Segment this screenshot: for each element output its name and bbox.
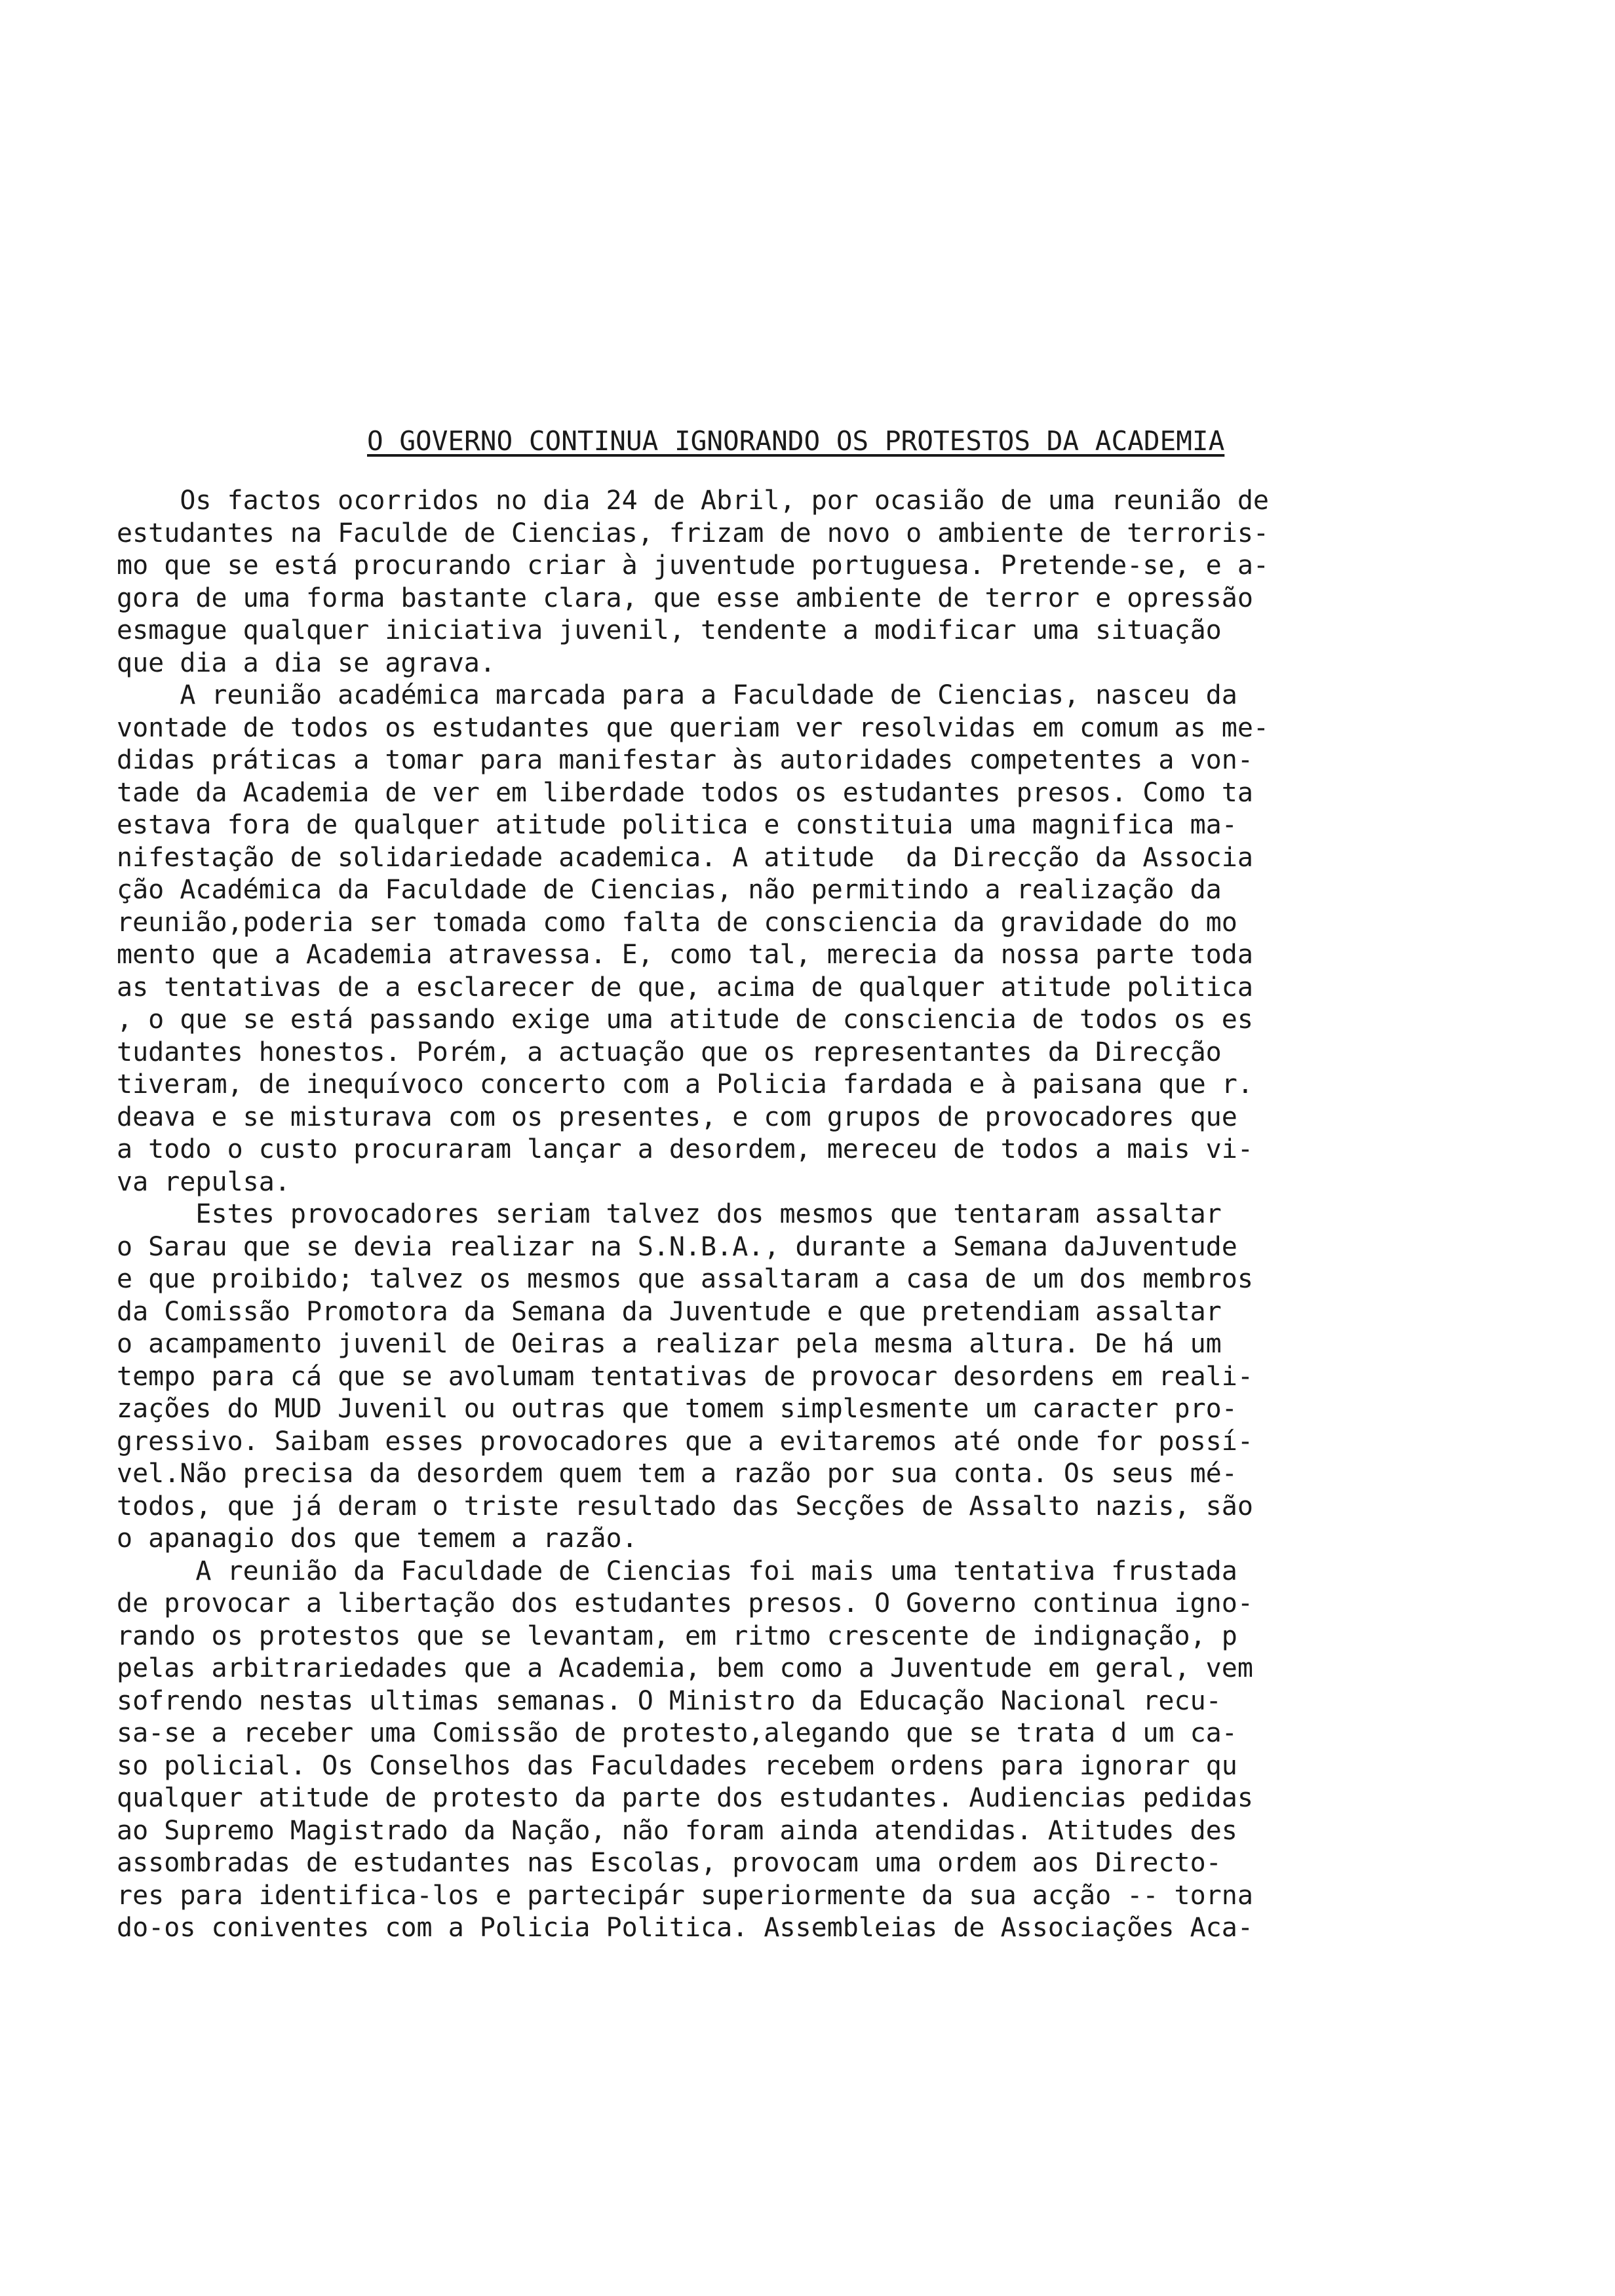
text-line: gora de uma forma bastante clara, que esse ambiente de terror e opressão	[117, 583, 1253, 613]
text-line: ao Supremo Magistrado da Nação, não foram ainda atendidas. Atitudes des	[117, 1815, 1237, 1846]
text-line: nifestação de solidariedade academica. A atitude da Direcção da Associa	[117, 842, 1253, 873]
text-line: A reunião académica marcada para a Faculdade de Ciencias, nasceu da	[117, 680, 1237, 710]
text-line: tade da Academia de ver em liberdade todos os estudantes presos. Como ta	[117, 777, 1253, 808]
text-line: pelas arbitrariedades que a Academia, bem como a Juventude em geral, vem	[117, 1653, 1253, 1683]
text-line: so policial. Os Conselhos das Faculdades recebem ordens para ignorar qu	[117, 1750, 1237, 1781]
text-line: Estes provocadores seriam talvez dos mesmos que tentaram assaltar	[117, 1199, 1222, 1229]
text-line: reunião,poderia ser tomada como falta de consciencia da gravidade do mo	[117, 907, 1237, 938]
text-line: assombradas de estudantes nas Escolas, provocam uma ordem aos Directo-	[117, 1848, 1222, 1878]
text-line: e que proibido; talvez os mesmos que assaltaram a casa de um dos membros	[117, 1264, 1253, 1294]
text-line: tiveram, de inequívoco concerto com a Policia fardada e à paisana que r.	[117, 1069, 1253, 1100]
text-line: tudantes honestos. Porém, a actuação que os representantes da Direcção	[117, 1037, 1222, 1067]
text-line: estudantes na Faculde de Ciencias, frizam de novo o ambiente de terroris-	[117, 518, 1269, 548]
text-line: rando os protestos que se levantam, em ritmo crescente de indignação, p	[117, 1620, 1237, 1651]
text-line: ção Académica da Faculdade de Ciencias, não permitindo a realização da	[117, 875, 1222, 905]
text-line: mento que a Academia atravessa. E, como tal, merecia da nossa parte toda	[117, 940, 1253, 970]
text-line: que dia a dia se agrava.	[117, 647, 496, 678]
text-line: , o que se está passando exige uma atitude de consciencia de todos os es	[117, 1004, 1253, 1035]
text-line: o acampamento juvenil de Oeiras a realizar pela mesma altura. De há um	[117, 1329, 1222, 1359]
document-body	[117, 485, 1546, 1945]
text-line: o Sarau que se devia realizar na S.N.B.A., durante a Semana daJuventude	[117, 1231, 1237, 1262]
text-line: sofrendo nestas ultimas semanas. O Ministro da Educação Nacional recu-	[117, 1685, 1222, 1716]
text-line: do-os coniventes com a Policia Politica. Assembleias de Associações Aca-	[117, 1913, 1253, 1943]
text-line: gressivo. Saibam esses provocadores que a evitaremos até onde for possí-	[117, 1426, 1253, 1457]
text-line: a todo o custo procuraram lançar a desordem, mereceu de todos a mais vi-	[117, 1134, 1253, 1164]
text-line: qualquer atitude de protesto da parte dos estudantes. Audiencias pedidas	[117, 1783, 1253, 1813]
text-line: res para identifica-los e partecipár superiormente da sua acção -- torna	[117, 1880, 1253, 1911]
document-title: O GOVERNO CONTINUA IGNORANDO OS PROTESTOS DA ACADEMIA	[367, 425, 1225, 457]
text-line: Os factos ocorridos no dia 24 de Abril, por ocasião de uma reunião de	[117, 486, 1269, 516]
text-line: estava fora de qualquer atitude politica e constituia uma magnifica ma-	[117, 810, 1237, 840]
text-line: de provocar a libertação dos estudantes presos. O Governo continua igno-	[117, 1588, 1253, 1618]
text-line: mo que se está procurando criar à juventude portuguesa. Pretende-se, e a-	[117, 550, 1269, 581]
text-line: deava e se misturava com os presentes, e com grupos de provocadores que	[117, 1101, 1237, 1132]
text-line: todos, que já deram o triste resultado das Secções de Assalto nazis, são	[117, 1491, 1253, 1521]
text-line: va repulsa.	[117, 1166, 290, 1197]
text-line: sa-se a receber uma Comissão de protesto,alegando que se trata d um ca-	[117, 1718, 1237, 1748]
text-line: A reunião da Faculdade de Ciencias foi mais uma tentativa frustada	[117, 1556, 1237, 1586]
text-line: da Comissão Promotora da Semana da Juventude e que pretendiam assaltar	[117, 1296, 1222, 1327]
text-line: o apanagio dos que temem a razão.	[117, 1523, 638, 1554]
text-line: didas práticas a tomar para manifestar às autoridades competentes a von-	[117, 745, 1253, 775]
text-line: vel.Não precisa da desordem quem tem a razão por sua conta. Os seus mé-	[117, 1459, 1237, 1489]
text-line: esmague qualquer iniciativa juvenil, tendente a modificar uma situação	[117, 615, 1222, 645]
text-line: as tentativas de a esclarecer de que, acima de qualquer atitude politica	[117, 972, 1253, 1003]
text-line: tempo para cá que se avolumam tentativas de provocar desordens em reali-	[117, 1361, 1253, 1392]
text-line: vontade de todos os estudantes que queriam ver resolvidas em comum as me-	[117, 712, 1269, 743]
text-line: zações do MUD Juvenil ou outras que tomem simplesmente um caracter pro-	[117, 1394, 1237, 1424]
